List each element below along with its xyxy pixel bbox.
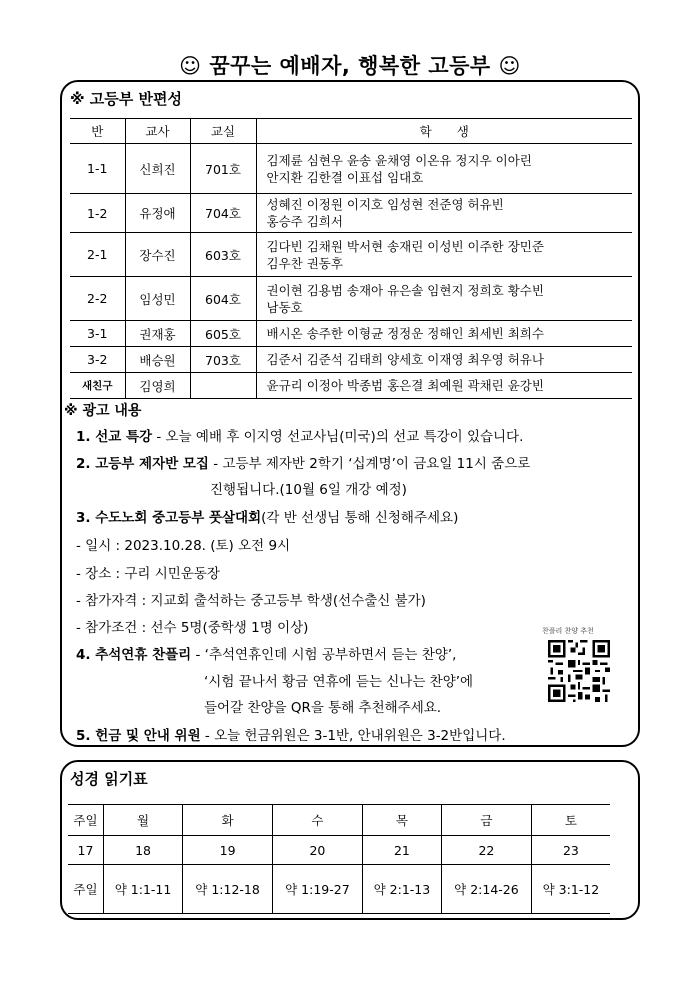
reading-table (68, 804, 610, 914)
roster-and-notices-box (60, 80, 640, 747)
notice-3-text: (각 반 선생님 통해 신청해주세요) (261, 510, 459, 526)
roster-table (70, 118, 632, 399)
students-line: 홍승주 김희서 (266, 214, 343, 229)
verse-cell: 약 2:14-26 (442, 865, 532, 914)
room-cell: 701호 (190, 144, 256, 194)
students-cell (256, 277, 632, 321)
roster-header-students: 학 생 (256, 119, 632, 144)
reading-schedule-box (60, 760, 640, 920)
date-cell: 19 (183, 836, 273, 865)
date-cell: 22 (442, 836, 532, 865)
notice-3 (76, 506, 458, 526)
notice-3-title: 3. 수도노회 중고등부 풋살대회 (76, 510, 262, 526)
table-row (70, 233, 632, 277)
class-cell: 1-2 (70, 194, 125, 233)
teacher-cell: 배승원 (125, 347, 190, 373)
notices-heading: ※ 광고 내용 (64, 403, 142, 419)
date-cell: 20 (272, 836, 362, 865)
students-line: 남동호 (266, 299, 303, 315)
verse-cell: 약 1:1-11 (103, 865, 182, 914)
table-row (70, 373, 632, 399)
notice-1-title: 1. 선교 특강 (76, 429, 153, 445)
qr-caption: 찬플리 찬양 추천 (542, 627, 594, 635)
date-cell: 23 (531, 836, 610, 865)
teacher-cell: 신희진 (125, 144, 190, 194)
students-line: 김준서 김준석 김태희 양세호 이재영 최우영 허유나 (266, 352, 544, 367)
students-cell (256, 347, 632, 373)
notice-5-text: - 오늘 헌금위원은 3-1반, 안내위원은 3-2반입니다. (200, 728, 506, 744)
room-cell (190, 373, 256, 399)
roster-header-room: 교실 (190, 119, 256, 144)
students-cell (256, 321, 632, 347)
students-line: 배시온 송주한 이형균 정정운 정해인 최세빈 최희수 (266, 326, 544, 341)
verse-cell: 약 3:1-12 (531, 865, 610, 914)
students-line: 김제륜 심현우 윤송 윤채영 이온유 정지우 이아린 (266, 152, 532, 168)
class-cell: 3-1 (70, 321, 125, 347)
roster-header-teacher: 교사 (125, 119, 190, 144)
notice-3-eligibility: - 참가자격 : 지교회 출석하는 중고등부 학생(선수출신 불가) (76, 593, 426, 609)
teacher-cell: 장수진 (125, 233, 190, 277)
room-cell: 605호 (190, 321, 256, 347)
notice-1-text: - 오늘 예배 후 이지영 선교사님(미국)의 선교 특강이 있습니다. (152, 429, 524, 445)
page-title: ☺ 꿈꾸는 예배자, 행복한 고등부 ☺ (179, 54, 521, 78)
date-cell: 21 (362, 836, 441, 865)
notice-2 (76, 452, 530, 472)
notice-4-cont2: 들어갈 찬양을 QR을 통해 추천해주세요. (204, 700, 442, 716)
day-cell: 토 (531, 805, 610, 836)
class-cell: 새친구 (70, 373, 125, 399)
qr-code-icon[interactable] (548, 639, 610, 703)
students-line: 김우찬 권동후 (266, 255, 343, 271)
notice-5-title: 5. 헌금 및 안내 위원 (76, 728, 201, 744)
notice-2-text: - 고등부 제자반 2학기 ‘십계명’이 금요일 11시 줌으로 (208, 456, 531, 472)
students-cell (256, 373, 632, 399)
room-cell: 603호 (190, 233, 256, 277)
students-line: 성혜진 이정원 이지호 임성현 전준영 허유빈 (266, 197, 504, 212)
students-line: 권이현 김용범 송재아 유은솔 임현지 정희호 황수빈 (266, 282, 544, 298)
class-cell: 2-2 (70, 277, 125, 321)
notice-3-place: - 장소 : 구리 시민운동장 (76, 566, 220, 582)
roster-header-row (70, 119, 632, 144)
day-cell: 목 (362, 805, 441, 836)
day-cell: 월 (103, 805, 182, 836)
teacher-cell: 권재홍 (125, 321, 190, 347)
teacher-cell: 유정애 (125, 194, 190, 233)
room-cell: 604호 (190, 277, 256, 321)
notice-4-title: 4. 추석연휴 찬플리 (76, 647, 192, 663)
notice-3-conditions: - 참가조건 : 선수 5명(중학생 1명 이상) (76, 620, 309, 636)
reading-heading: 성경 읽기표 (70, 770, 148, 788)
notice-3-date: - 일시 : 2023.10.28. (토) 오전 9시 (76, 538, 291, 554)
date-cell: 18 (103, 836, 182, 865)
table-row (70, 347, 632, 373)
teacher-cell: 김영희 (125, 373, 190, 399)
roster-heading: ※ 고등부 반편성 (70, 90, 182, 108)
teacher-cell: 임성민 (125, 277, 190, 321)
notice-2-cont: 진행됩니다.(10월 6일 개강 예정) (210, 482, 407, 498)
class-cell: 2-1 (70, 233, 125, 277)
notice-5 (76, 724, 506, 744)
day-cell: 주일 (68, 805, 103, 836)
verse-cell: 약 2:1-13 (362, 865, 441, 914)
students-cell (256, 194, 632, 233)
room-cell: 703호 (190, 347, 256, 373)
students-line: 김다빈 김채원 박서현 송재린 이성빈 이주한 장민준 (266, 238, 544, 254)
reading-days-row (68, 805, 610, 836)
notice-4 (76, 643, 456, 663)
students-cell (256, 233, 632, 277)
class-cell: 3-2 (70, 347, 125, 373)
students-line: 윤규리 이정아 박종범 홍은결 최예원 곽채린 윤강빈 (266, 378, 544, 393)
students-cell (256, 144, 632, 194)
students-line: 안지환 김한결 이표섭 임대호 (266, 169, 424, 185)
reading-dates-row (68, 836, 610, 865)
notice-1 (76, 425, 523, 445)
notice-4-cont1: ‘시험 끝나서 황금 연휴에 듣는 신나는 찬양’에 (204, 674, 474, 690)
day-cell: 금 (442, 805, 532, 836)
room-cell: 704호 (190, 194, 256, 233)
verse-cell: 주일 (68, 865, 103, 914)
verse-cell: 약 1:19-27 (272, 865, 362, 914)
table-row (70, 321, 632, 347)
notice-2-title: 2. 고등부 제자반 모집 (76, 456, 209, 472)
reading-verses-row (68, 865, 610, 914)
table-row (70, 194, 632, 233)
notice-4-text: - ‘추석연휴인데 시험 공부하면서 듣는 찬양’, (191, 647, 457, 663)
table-row (70, 144, 632, 194)
table-row (70, 277, 632, 321)
verse-cell: 약 1:12-18 (183, 865, 273, 914)
roster-header-class: 반 (70, 119, 125, 144)
class-cell: 1-1 (70, 144, 125, 194)
day-cell: 화 (183, 805, 273, 836)
day-cell: 수 (272, 805, 362, 836)
date-cell: 17 (68, 836, 103, 865)
